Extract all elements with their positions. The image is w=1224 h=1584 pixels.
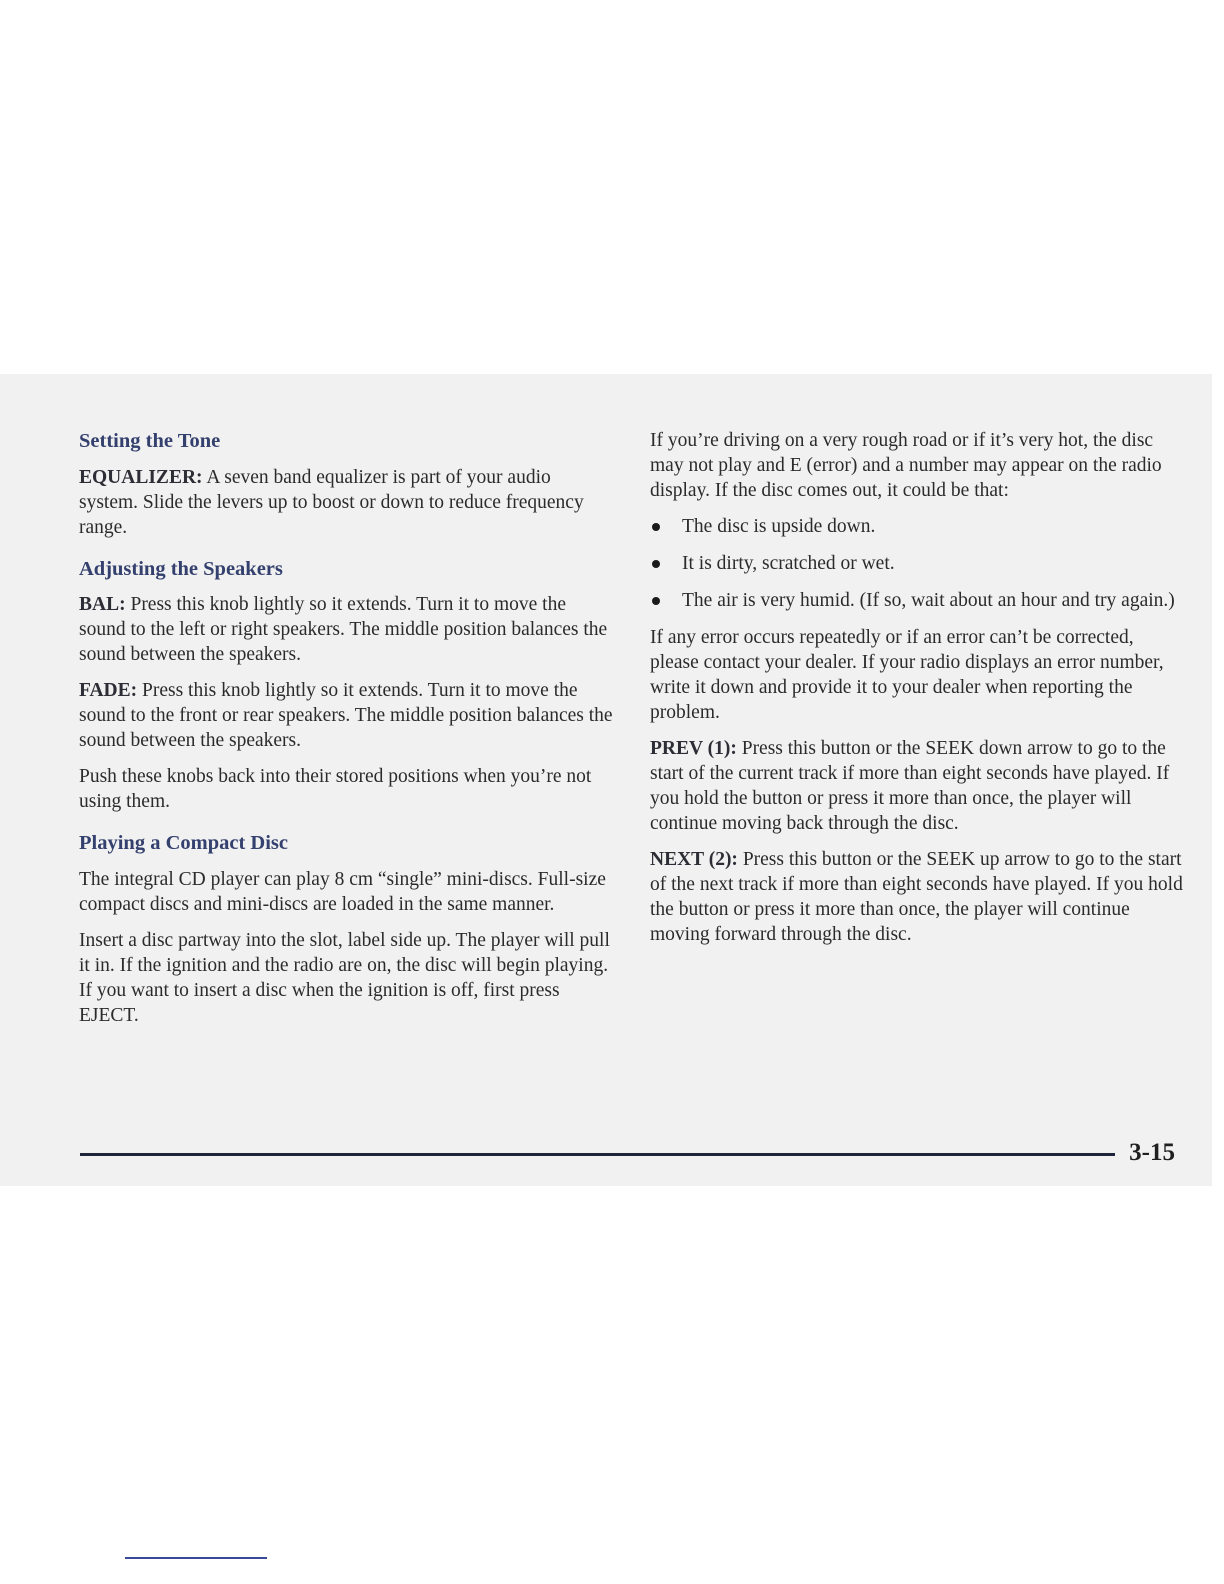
prev-label: PREV (1):: [650, 738, 737, 759]
cd-paragraph-2: Insert a disc partway into the slot, label side up. The player will pull it in. If the ignition and the radio are on, the disc will begin playing. If you want to insert a disc when the ignition is off, first press EJECT.: [79, 929, 610, 1026]
page-number: 3-15: [1129, 1139, 1175, 1166]
bottom-link-underline: [125, 1557, 267, 1559]
bal-text: Press this knob lightly so it extends. Turn it to move the sound to the left or right speakers. The middle position balances the sound between the speakers.: [79, 594, 608, 666]
disc-problem-list: [650, 514, 1185, 613]
cd-paragraph-1: The integral CD player can play 8 cm “single” mini-discs. Full-size compact discs and mini-discs are loaded in the same manner.: [79, 868, 606, 915]
right-column: [650, 428, 1185, 958]
fade-text: Press this knob lightly so it extends. Turn it to move the sound to the front or rear speakers. The middle position balances the sound between the speakers.: [79, 680, 613, 752]
list-item: The disc is upside down.: [650, 514, 1185, 539]
list-item: It is dirty, scratched or wet.: [650, 551, 1185, 576]
equalizer-text: A seven band equalizer is part of your audio system. Slide the levers up to boost or down to reduce frequency range.: [79, 466, 584, 538]
equalizer-label: EQUALIZER:: [79, 466, 203, 488]
rough-road-paragraph: If you’re driving on a very rough road or if it’s very hot, the disc may not play and E (error) and a number may appear on the radio display. If the disc comes out, it could be that:: [650, 430, 1162, 501]
list-item: The air is very humid. (If so, wait about an hour and try again.): [650, 588, 1185, 613]
bullet-icon: [652, 560, 660, 568]
prev-text: Press this button or the SEEK down arrow to go to the start of the current track if more than eight seconds have played. If you hold the button or press it more than once, the player will continue moving back through the disc.: [650, 738, 1170, 834]
push-knobs-paragraph: Push these knobs back into their stored positions when you’re not using them.: [79, 766, 592, 813]
next-text: Press this button or the SEEK up arrow to go to the start of the next track if more than eight seconds have played. If you hold the button or press it more than once, the player will continue moving forward through the disc.: [650, 849, 1183, 945]
next-paragraph: [650, 847, 1185, 947]
fade-paragraph: [79, 678, 614, 753]
bullet-icon: [652, 523, 660, 531]
prev-paragraph: [650, 736, 1185, 836]
error-paragraph: If any error occurs repeatedly or if an error can’t be corrected, please contact your dealer. If your radio displays an error number, write it down and provide it to your dealer when reporting the problem.: [650, 627, 1164, 723]
bal-label: BAL:: [79, 594, 126, 616]
fade-label: FADE:: [79, 680, 138, 702]
bal-paragraph: [79, 592, 614, 667]
heading-adjusting-speakers: Adjusting the Speakers: [79, 557, 283, 580]
next-label: NEXT (2):: [650, 849, 738, 870]
bullet-icon: [652, 597, 660, 605]
footer-rule: [80, 1153, 1115, 1156]
heading-playing-compact-disc: Playing a Compact Disc: [79, 832, 288, 855]
equalizer-paragraph: [79, 465, 614, 540]
left-column: [79, 428, 614, 1039]
heading-setting-the-tone: Setting the Tone: [79, 430, 221, 452]
